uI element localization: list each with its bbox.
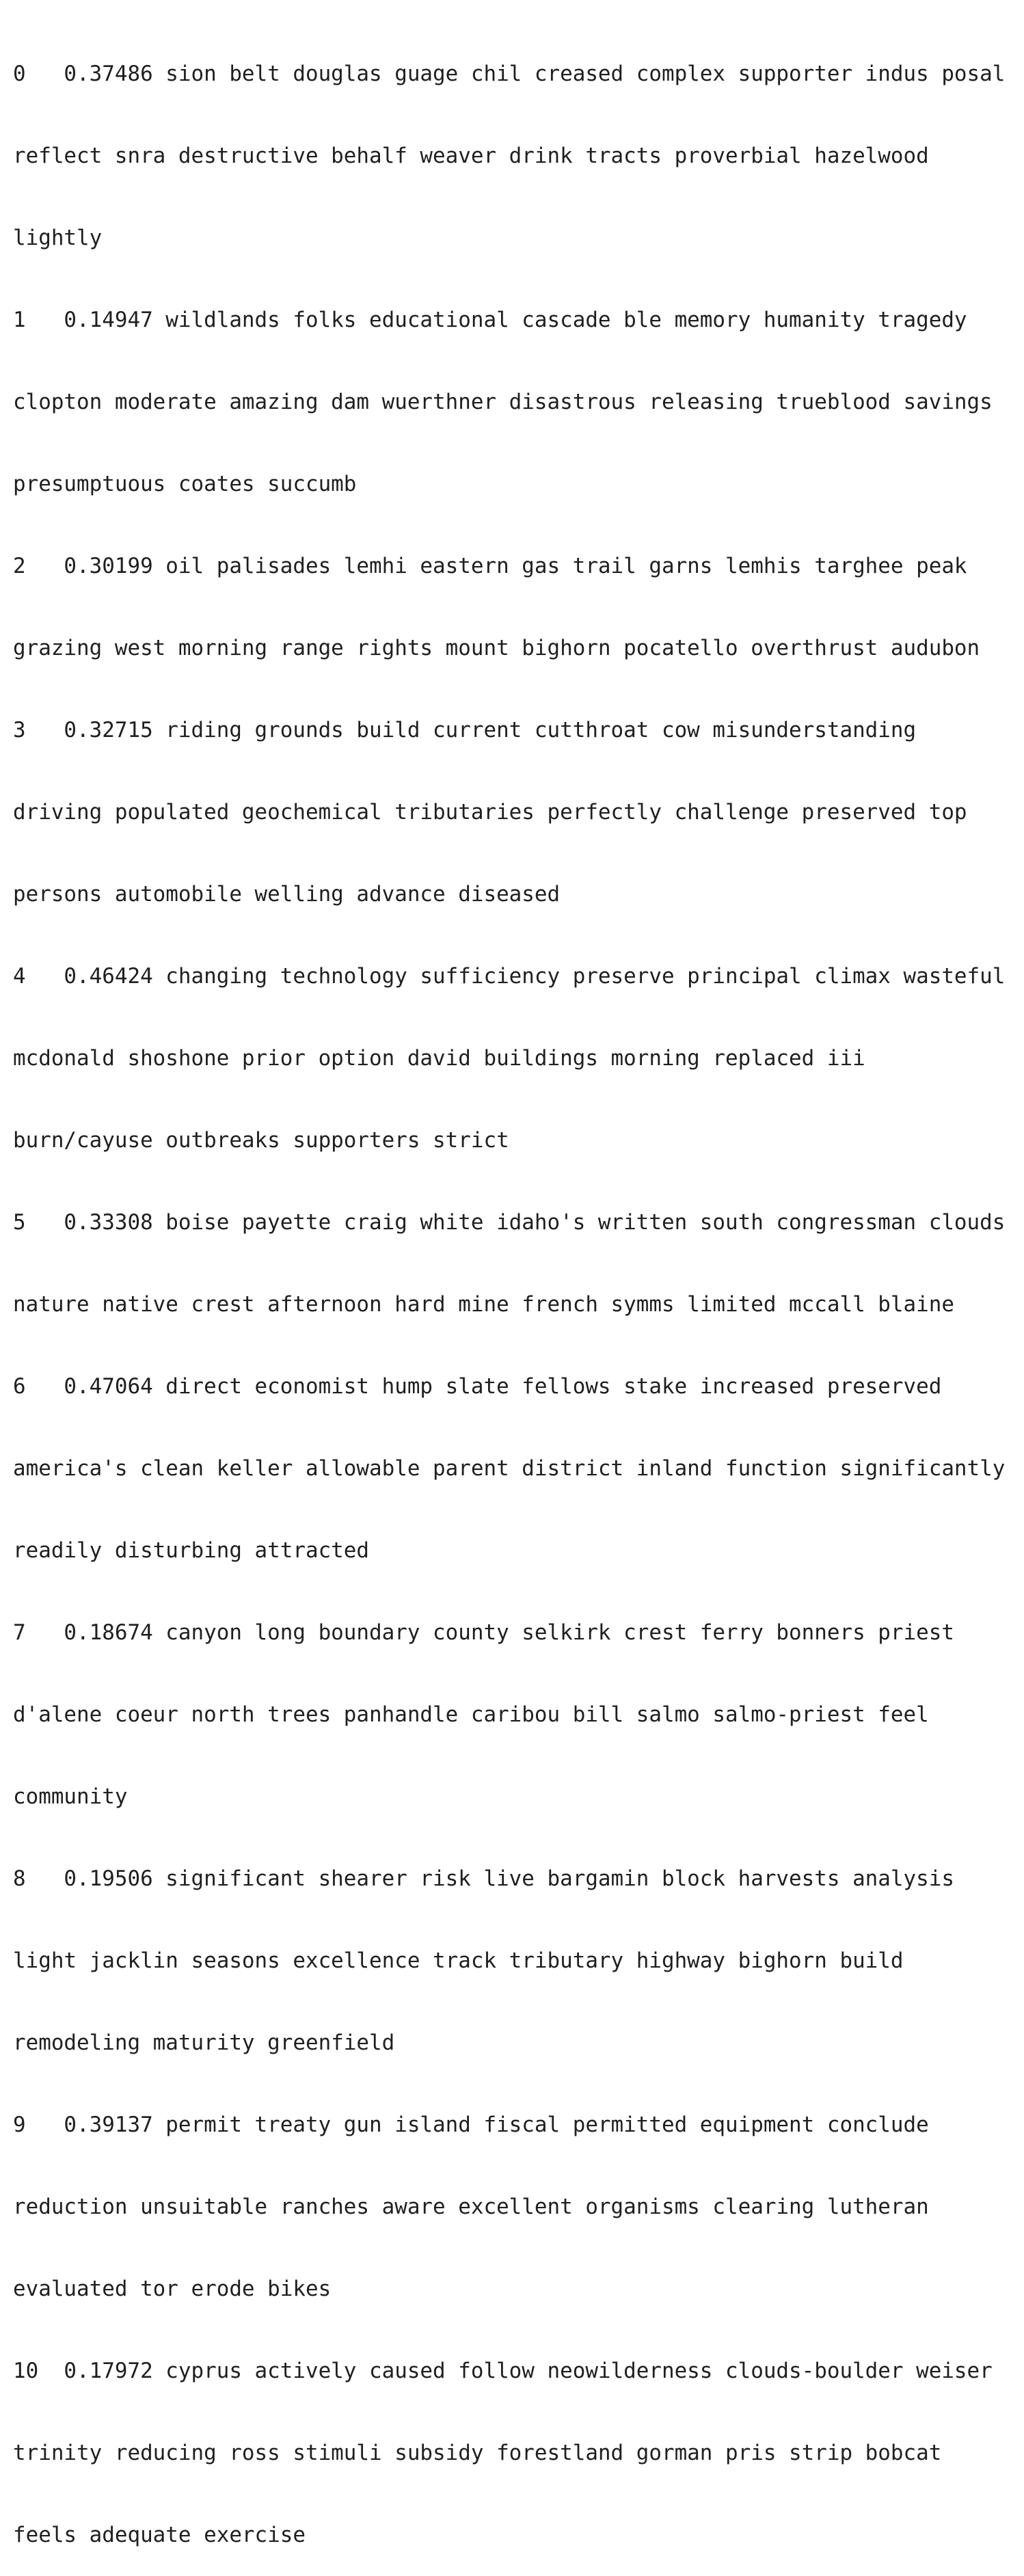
output-line: 5 0.33308 boise payette craig white idaho's written south congressman clouds <box>13 1210 1006 1235</box>
output-line: d'alene coeur north trees panhandle caribou bill salmo salmo-priest feel <box>13 1702 929 1727</box>
output-line: reflect snra destructive behalf weaver drink tracts proverbial hazelwood <box>13 144 929 168</box>
output-line: driving populated geochemical tributaries perfectly challenge preserved top <box>13 800 967 824</box>
output-line: 8 0.19506 significant shearer risk live bargamin block harvests analysis <box>13 1866 954 1891</box>
output-line: mcdonald shoshone prior option david buildings morning replaced iii <box>13 1046 865 1071</box>
output-line: light jacklin seasons excellence track tributary highway bighorn build <box>13 1948 904 1973</box>
output-line: america's clean keller allowable parent district inland function significantly <box>13 1456 1006 1481</box>
output-line: 6 0.47064 direct economist hump slate fellows stake increased preserved <box>13 1374 942 1399</box>
output-line: nature native crest afternoon hard mine french symms limited mccall blaine <box>13 1292 954 1317</box>
output-line: 7 0.18674 canyon long boundary county selkirk crest ferry bonners priest <box>13 1620 954 1645</box>
output-line: presumptuous coates succumb <box>13 472 357 496</box>
output-line: 9 0.39137 permit treaty gun island fiscal permitted equipment conclude <box>13 2112 929 2137</box>
output-line: evaluated tor erode bikes <box>13 2277 332 2301</box>
output-line: trinity reducing ross stimuli subsidy forestland gorman pris strip bobcat <box>13 2441 942 2465</box>
output-line: 0 0.37486 sion belt douglas guage chil creased complex supporter indus posal <box>13 62 1006 86</box>
output-line: 2 0.30199 oil palisades lemhi eastern gas trail garns lemhis targhee peak <box>13 554 967 578</box>
output-line: persons automobile welling advance diseased <box>13 882 561 907</box>
output-line: lightly <box>13 226 103 250</box>
output-line: readily disturbing attracted <box>13 1538 369 1563</box>
output-line: reduction unsuitable ranches aware excellent organisms clearing lutheran <box>13 2195 929 2219</box>
output-line: 10 0.17972 cyprus actively caused follow neowilderness clouds-boulder weiser <box>13 2359 993 2383</box>
output-line: 3 0.32715 riding grounds build current cutthroat cow misunderstanding <box>13 718 917 742</box>
output-line: remodeling maturity greenfield <box>13 2030 395 2055</box>
output-line: community <box>13 1784 128 1809</box>
output-line: burn/cayuse outbreaks supporters strict <box>13 1128 509 1153</box>
output-line: clopton moderate amazing dam wuerthner disastrous releasing trueblood savings <box>13 390 993 414</box>
output-line: feels adequate exercise <box>13 2523 306 2547</box>
output-line: grazing west morning range rights mount bighorn pocatello overthrust audubon <box>13 636 980 660</box>
output-line: 1 0.14947 wildlands folks educational cascade ble memory humanity tragedy <box>13 308 967 332</box>
output-line: 4 0.46424 changing technology sufficiency preserve principal climax wasteful <box>13 964 1006 989</box>
